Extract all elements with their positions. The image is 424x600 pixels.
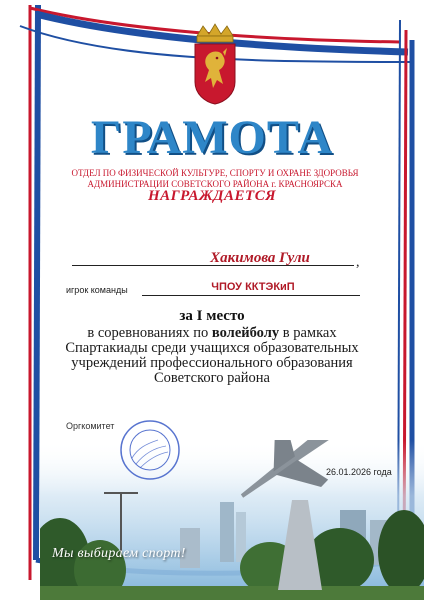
department-name bbox=[60, 168, 370, 190]
department-line-2: АДМИНИСТРАЦИИ СОВЕТСКОГО РАЙОНА г. КРАСНОЯРСКА bbox=[87, 179, 343, 189]
award-date bbox=[326, 467, 392, 477]
department-line-1: ОТДЕЛ ПО ФИЗИЧЕСКОЙ КУЛЬТУРЕ, СПОРТУ И ОХРАНЕ ЗДОРОВЬЯ bbox=[71, 168, 359, 178]
date-suffix: года bbox=[371, 467, 392, 477]
city-skyline-image bbox=[40, 440, 424, 600]
description-part-1: в соревнованиях по bbox=[87, 325, 212, 341]
organizer-label: Оргкомитет bbox=[66, 421, 115, 431]
description-part-2: в рамках Спартакиады среди учащихся образовательных учреждений профессионального образования Советского района bbox=[65, 325, 359, 386]
date-value: 26.01.2026 bbox=[326, 467, 372, 477]
team-underline bbox=[142, 295, 360, 296]
coat-of-arms-icon bbox=[189, 22, 241, 106]
award-description bbox=[60, 326, 364, 386]
sport-name: волейболу bbox=[211, 325, 280, 341]
team-label: игрок команды bbox=[66, 285, 128, 295]
recipient-name: Хакимова Гули bbox=[210, 250, 310, 266]
certificate-title: ГРАМОТА bbox=[90, 111, 334, 164]
recipient-underline bbox=[72, 265, 354, 266]
slogan: Мы выбираем спорт! bbox=[52, 546, 186, 561]
stamp-seal bbox=[118, 418, 182, 482]
awarded-heading: НАГРАЖДАЕТСЯ bbox=[147, 188, 277, 204]
place-award: за I место bbox=[179, 308, 245, 324]
team-name: ЧПОУ ККТЭКиП bbox=[211, 281, 295, 293]
recipient-comma: , bbox=[356, 255, 360, 270]
